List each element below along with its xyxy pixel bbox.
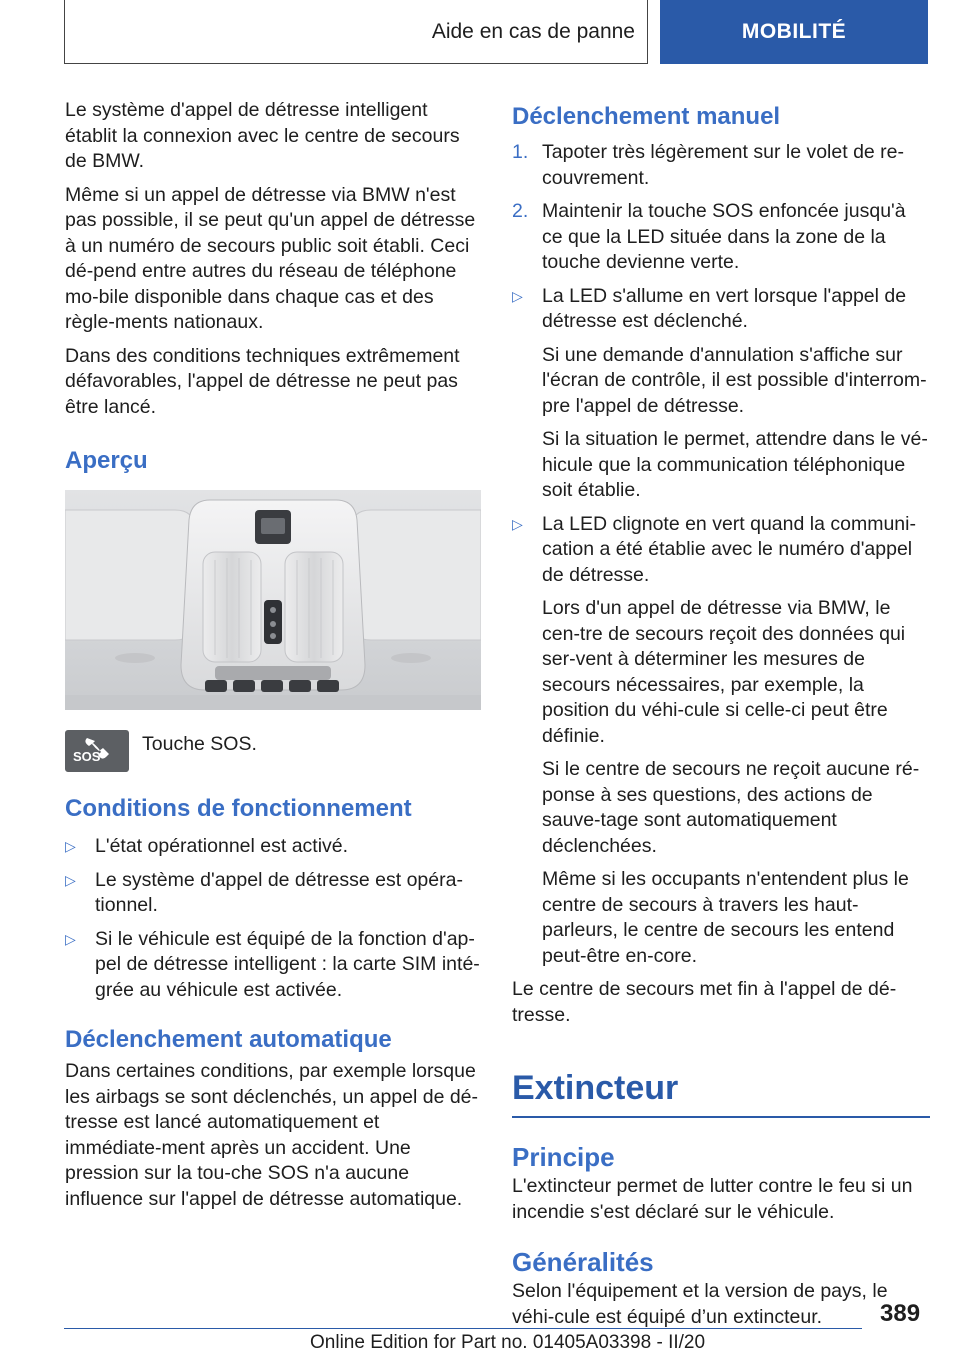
result-item [512,512,930,589]
step-number: 2. [512,200,529,222]
triangle-bullet-icon: ▷ [65,871,76,888]
condition-text: Le système d'appel de détresse est opéra‐tionnel. [95,868,463,916]
generalites-heading: Généralités [512,1247,654,1277]
principe-paragraph: L'extincteur permet de lutter contre le feu si un incendie s'est déclaré sur le véhicule. [512,1175,913,1223]
page-number: 389 [880,1300,921,1327]
result-detail: Lors d'un appel de détresse via BMW, le cen‐tre de secours reçoit des données qui ser‐vent à déterminer les mesures de secours nécessaires, par exemple, la position du véhi‐cule si celle-ci peut être définie. [542,597,906,747]
steps-list [512,140,930,276]
step-number: 1. [512,141,529,163]
result-detail: Si la situation le permet, attendre dans le vé‐hicule que la communication téléphonique soit établie. [542,428,928,501]
auto-paragraph: Dans certaines conditions, par exemple lorsque les airbags se sont déclenchés, un appel de dé‐tresse est lancé automatiquement et immédiate‐ment après un accident. Une pression sur la tou‐che SOS n'a aucune influence sur l'appel de détresse automatique. [65,1060,479,1210]
triangle-bullet-icon: ▷ [512,515,523,532]
principe-heading: Principe [512,1142,615,1172]
step-text: Tapoter très légèrement sur le volet de re‐couvrement. [542,141,905,189]
intro-paragraph: Même si un appel de détresse via BMW n'est pas possible, il se peut qu'un appel de détresse à un numéro de secours public soit établi. Ceci dé‐pend entre autres du réseau de téléphone mo‐bile disponible dans chaque cas et des règle‐ments nationaux. [65,183,476,333]
manual-heading: Déclenchement manuel [512,103,781,130]
intro-paragraph: Le système d'appel de détresse intelligent établit la connexion avec le centre de secours de BMW. [65,99,460,172]
footer-edition: Online Edition for Part no. 01405A03398 - II/20 [310,1332,706,1353]
overhead-console-image [65,490,481,710]
chapter-tab: MOBILITÉ [660,0,928,64]
step-item [512,140,930,191]
sos-icon-text: SOS [73,748,101,764]
apercu-heading: Aperçu [65,447,148,474]
left-column [65,98,481,1220]
condition-text: Si le véhicule est équipé de la fonction d'ap‐pel de détresse intelligent : la carte SIM inté‐grée au véhicule est activée. [95,927,480,1001]
sos-caption: Touche SOS. [142,733,257,755]
footer-divider [64,1328,862,1329]
list-item [65,868,481,919]
right-column [512,98,930,1338]
list-item [65,927,481,1004]
overhead-console-illustration [65,490,481,710]
sos-legend [65,730,481,772]
results-list [512,512,930,589]
step-item [512,199,930,276]
triangle-bullet-icon: ▷ [65,930,76,947]
auto-heading: Déclenchement automatique [65,1026,392,1053]
list-item [65,834,481,860]
conditions-heading: Conditions de fonctionnement [65,795,412,822]
sos-button-icon [65,730,129,772]
condition-text: L'état opérationnel est activé. [95,835,349,857]
page-header [64,0,928,66]
result-text: La LED clignote en vert quand la communi‐cation a été établie avec le numéro d'appel de détresse. [542,512,916,586]
result-item [512,284,930,335]
result-detail: Si une demande d'annulation s'affiche sur l'écran de contrôle, il est possible d'interrom‐pre l'appel de détresse. [542,343,927,417]
manual-end-paragraph: Le centre de secours met fin à l'appel de dé‐tresse. [512,978,897,1026]
section-title: Aide en cas de panne [64,0,648,64]
generalites-paragraph: Selon l'équipement et la version de pays, le véhi‐cule est équipé d’un extincteur. [512,1280,888,1328]
result-text: La LED s'allume en vert lorsque l'appel de détresse est déclenché. [542,284,907,332]
triangle-bullet-icon: ▷ [65,838,76,854]
result-detail: Même si les occupants n'entendent plus le centre de secours à travers les haut-parleurs, le centre de secours les entend peut-être en‐core. [542,868,909,967]
results-list [512,284,930,335]
triangle-bullet-icon: ▷ [512,287,523,304]
step-text: Maintenir la touche SOS enfoncée jusqu'à ce que la LED située dans la zone de la touche devienne verte. [542,200,906,273]
result-detail: Si le centre de secours ne reçoit aucune ré‐ponse à ses questions, des actions de sauve‐tage sont automatiquement déclenchées. [542,758,920,857]
intro-paragraph: Dans des conditions techniques extrêmement défavorables, l'appel de détresse ne peut pas être lancé. [65,344,460,418]
extincteur-heading: Extincteur [512,1068,930,1118]
conditions-list [65,834,481,1003]
